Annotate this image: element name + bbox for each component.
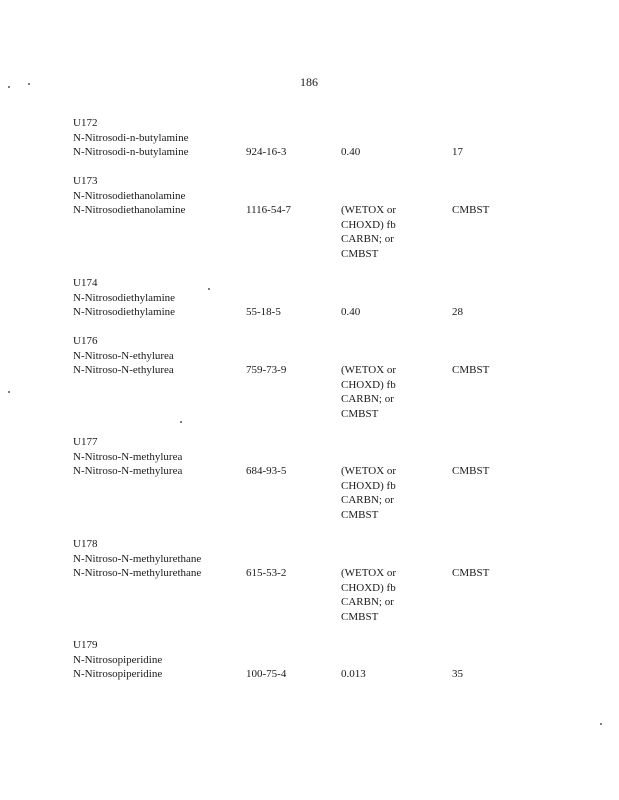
nonwastewater-standard: CMBST xyxy=(452,465,490,477)
wastewater-line: (WETOX or xyxy=(341,364,397,376)
waste-title: N-Nitroso-N-methylurethane xyxy=(73,552,202,565)
wastewater-line: (WETOX or xyxy=(341,465,397,477)
cas-number: 759-73-9 xyxy=(246,364,287,376)
wastewater-line: CMBST xyxy=(341,247,379,260)
nonwastewater-standard: CMBST xyxy=(452,567,490,579)
constituent-row xyxy=(73,566,593,623)
waste-code: U172 xyxy=(73,117,98,129)
waste-entry-u173 xyxy=(73,174,593,260)
constituent-row xyxy=(73,203,593,260)
nonwastewater-standard: CMBST xyxy=(452,204,490,216)
wastewater-standard xyxy=(341,203,396,261)
wastewater-line: CHOXD) fb xyxy=(341,581,396,594)
constituent-row xyxy=(73,145,593,160)
cas-number: 100-75-4 xyxy=(246,668,287,680)
cas-number: 55-18-5 xyxy=(246,306,281,318)
constituent-name: N-Nitrosodiethylamine xyxy=(73,306,176,318)
constituent-row xyxy=(73,667,593,682)
waste-code: U176 xyxy=(73,335,98,347)
constituent-row xyxy=(73,464,593,521)
constituent-row xyxy=(73,305,593,320)
waste-code: U173 xyxy=(73,175,98,187)
wastewater-line: 0.013 xyxy=(341,668,366,680)
waste-entry-u176 xyxy=(73,334,593,420)
waste-code: U174 xyxy=(73,277,98,289)
wastewater-line: 0.40 xyxy=(341,306,361,318)
waste-title: N-Nitroso-N-methylurea xyxy=(73,450,183,463)
wastewater-line: CHOXD) fb xyxy=(341,218,396,231)
wastewater-line: CMBST xyxy=(341,407,379,420)
cas-number: 615-53-2 xyxy=(246,567,287,579)
wastewater-standard xyxy=(341,566,396,624)
wastewater-standard xyxy=(341,363,396,421)
waste-title: N-Nitrosodiethanolamine xyxy=(73,189,186,202)
nonwastewater-standard: 17 xyxy=(452,146,463,158)
wastewater-line: CARBN; or xyxy=(341,393,394,405)
waste-code: U177 xyxy=(73,436,98,448)
waste-entry-u174 xyxy=(73,276,593,320)
waste-code: U179 xyxy=(73,639,98,651)
constituent-name: N-Nitroso-N-methylurea xyxy=(73,465,183,477)
nonwastewater-standard: CMBST xyxy=(452,364,490,376)
waste-entry-u179 xyxy=(73,638,593,682)
wastewater-line: (WETOX or xyxy=(341,567,397,579)
constituent-name: N-Nitroso-N-ethylurea xyxy=(73,364,174,376)
wastewater-line: CMBST xyxy=(341,508,379,521)
waste-title: N-Nitroso-N-ethylurea xyxy=(73,349,174,362)
waste-entry-u172 xyxy=(73,116,593,160)
scan-speck xyxy=(208,288,210,290)
waste-entry-u178 xyxy=(73,537,593,623)
waste-entry-u177 xyxy=(73,435,593,521)
nonwastewater-standard: 35 xyxy=(452,668,463,680)
scan-speck xyxy=(28,83,30,85)
constituent-name: N-Nitroso-N-methylurethane xyxy=(73,567,202,579)
wastewater-line: CMBST xyxy=(341,610,379,623)
wastewater-standard xyxy=(341,145,360,160)
wastewater-standard xyxy=(341,464,396,522)
scan-speck xyxy=(600,723,602,725)
scan-speck xyxy=(8,86,10,88)
cas-number: 924-16-3 xyxy=(246,146,287,158)
constituent-name: N-Nitrosodi-n-butylamine xyxy=(73,146,189,158)
waste-title: N-Nitrosodi-n-butylamine xyxy=(73,131,189,144)
nonwastewater-standard: 28 xyxy=(452,306,463,318)
scan-speck xyxy=(8,391,10,393)
cas-number: 1116-54-7 xyxy=(246,204,292,216)
wastewater-line: CARBN; or xyxy=(341,596,394,608)
wastewater-line: CHOXD) fb xyxy=(341,378,396,391)
wastewater-line: CARBN; or xyxy=(341,494,394,506)
wastewater-standard xyxy=(341,305,360,320)
waste-code: U178 xyxy=(73,538,98,550)
cas-number: 684-93-5 xyxy=(246,465,287,477)
waste-title: N-Nitrosopiperidine xyxy=(73,653,163,666)
wastewater-line: (WETOX or xyxy=(341,204,397,216)
wastewater-line: 0.40 xyxy=(341,146,361,158)
constituent-row xyxy=(73,363,593,420)
wastewater-line: CARBN; or xyxy=(341,233,394,245)
constituent-name: N-Nitrosopiperidine xyxy=(73,668,163,680)
page-number: 186 xyxy=(300,75,318,89)
waste-title: N-Nitrosodiethylamine xyxy=(73,291,176,304)
wastewater-standard xyxy=(341,667,366,682)
scan-speck xyxy=(180,421,182,423)
constituent-name: N-Nitrosodiethanolamine xyxy=(73,204,186,216)
wastewater-line: CHOXD) fb xyxy=(341,479,396,492)
